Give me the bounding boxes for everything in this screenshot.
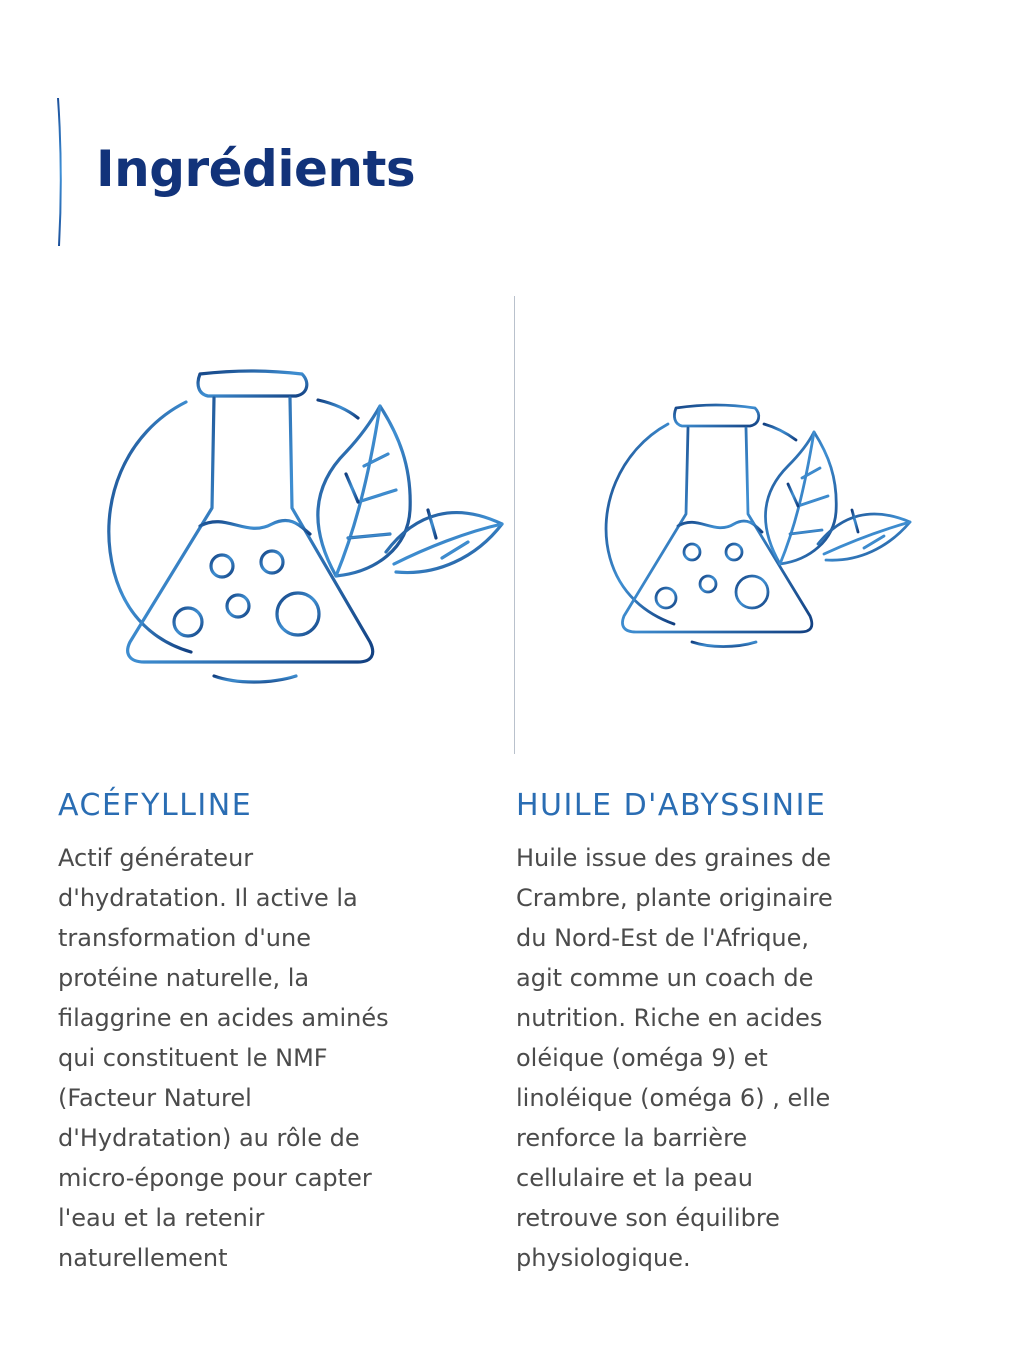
ingredient-name: HUILE D'ABYSSINIE xyxy=(516,788,827,823)
ingredient-name: ACÉFYLLINE xyxy=(58,788,253,823)
page-title: Ingrédients xyxy=(96,140,416,198)
column-divider xyxy=(514,296,515,754)
ingredient-card-acefylline xyxy=(58,786,478,1278)
flask-leaves-icon xyxy=(596,398,916,650)
flask-leaves-icon xyxy=(96,362,510,692)
ingredient-description: Actif générateur d'hydratation. Il active la transformation d'une protéine naturelle, la filaggrine en acides aminés qui constituent le NMF (Facteur Naturel d'Hydratation) au rôle de micro-éponge pour capter l'eau et la retenir naturellement xyxy=(58,844,389,1272)
ingredient-description: Huile issue des graines de Crambre, plante originaire du Nord-Est de l'Afrique, agit comme un coach de nutrition. Riche en acides oléique (oméga 9) et linoléique (oméga 6) , elle renforce la barrière cellulaire et la peau retrouve son équilibre physiologique. xyxy=(516,844,833,1272)
ingredient-card-huile-abyssinie xyxy=(516,786,936,1278)
title-accent-bar xyxy=(56,98,62,246)
